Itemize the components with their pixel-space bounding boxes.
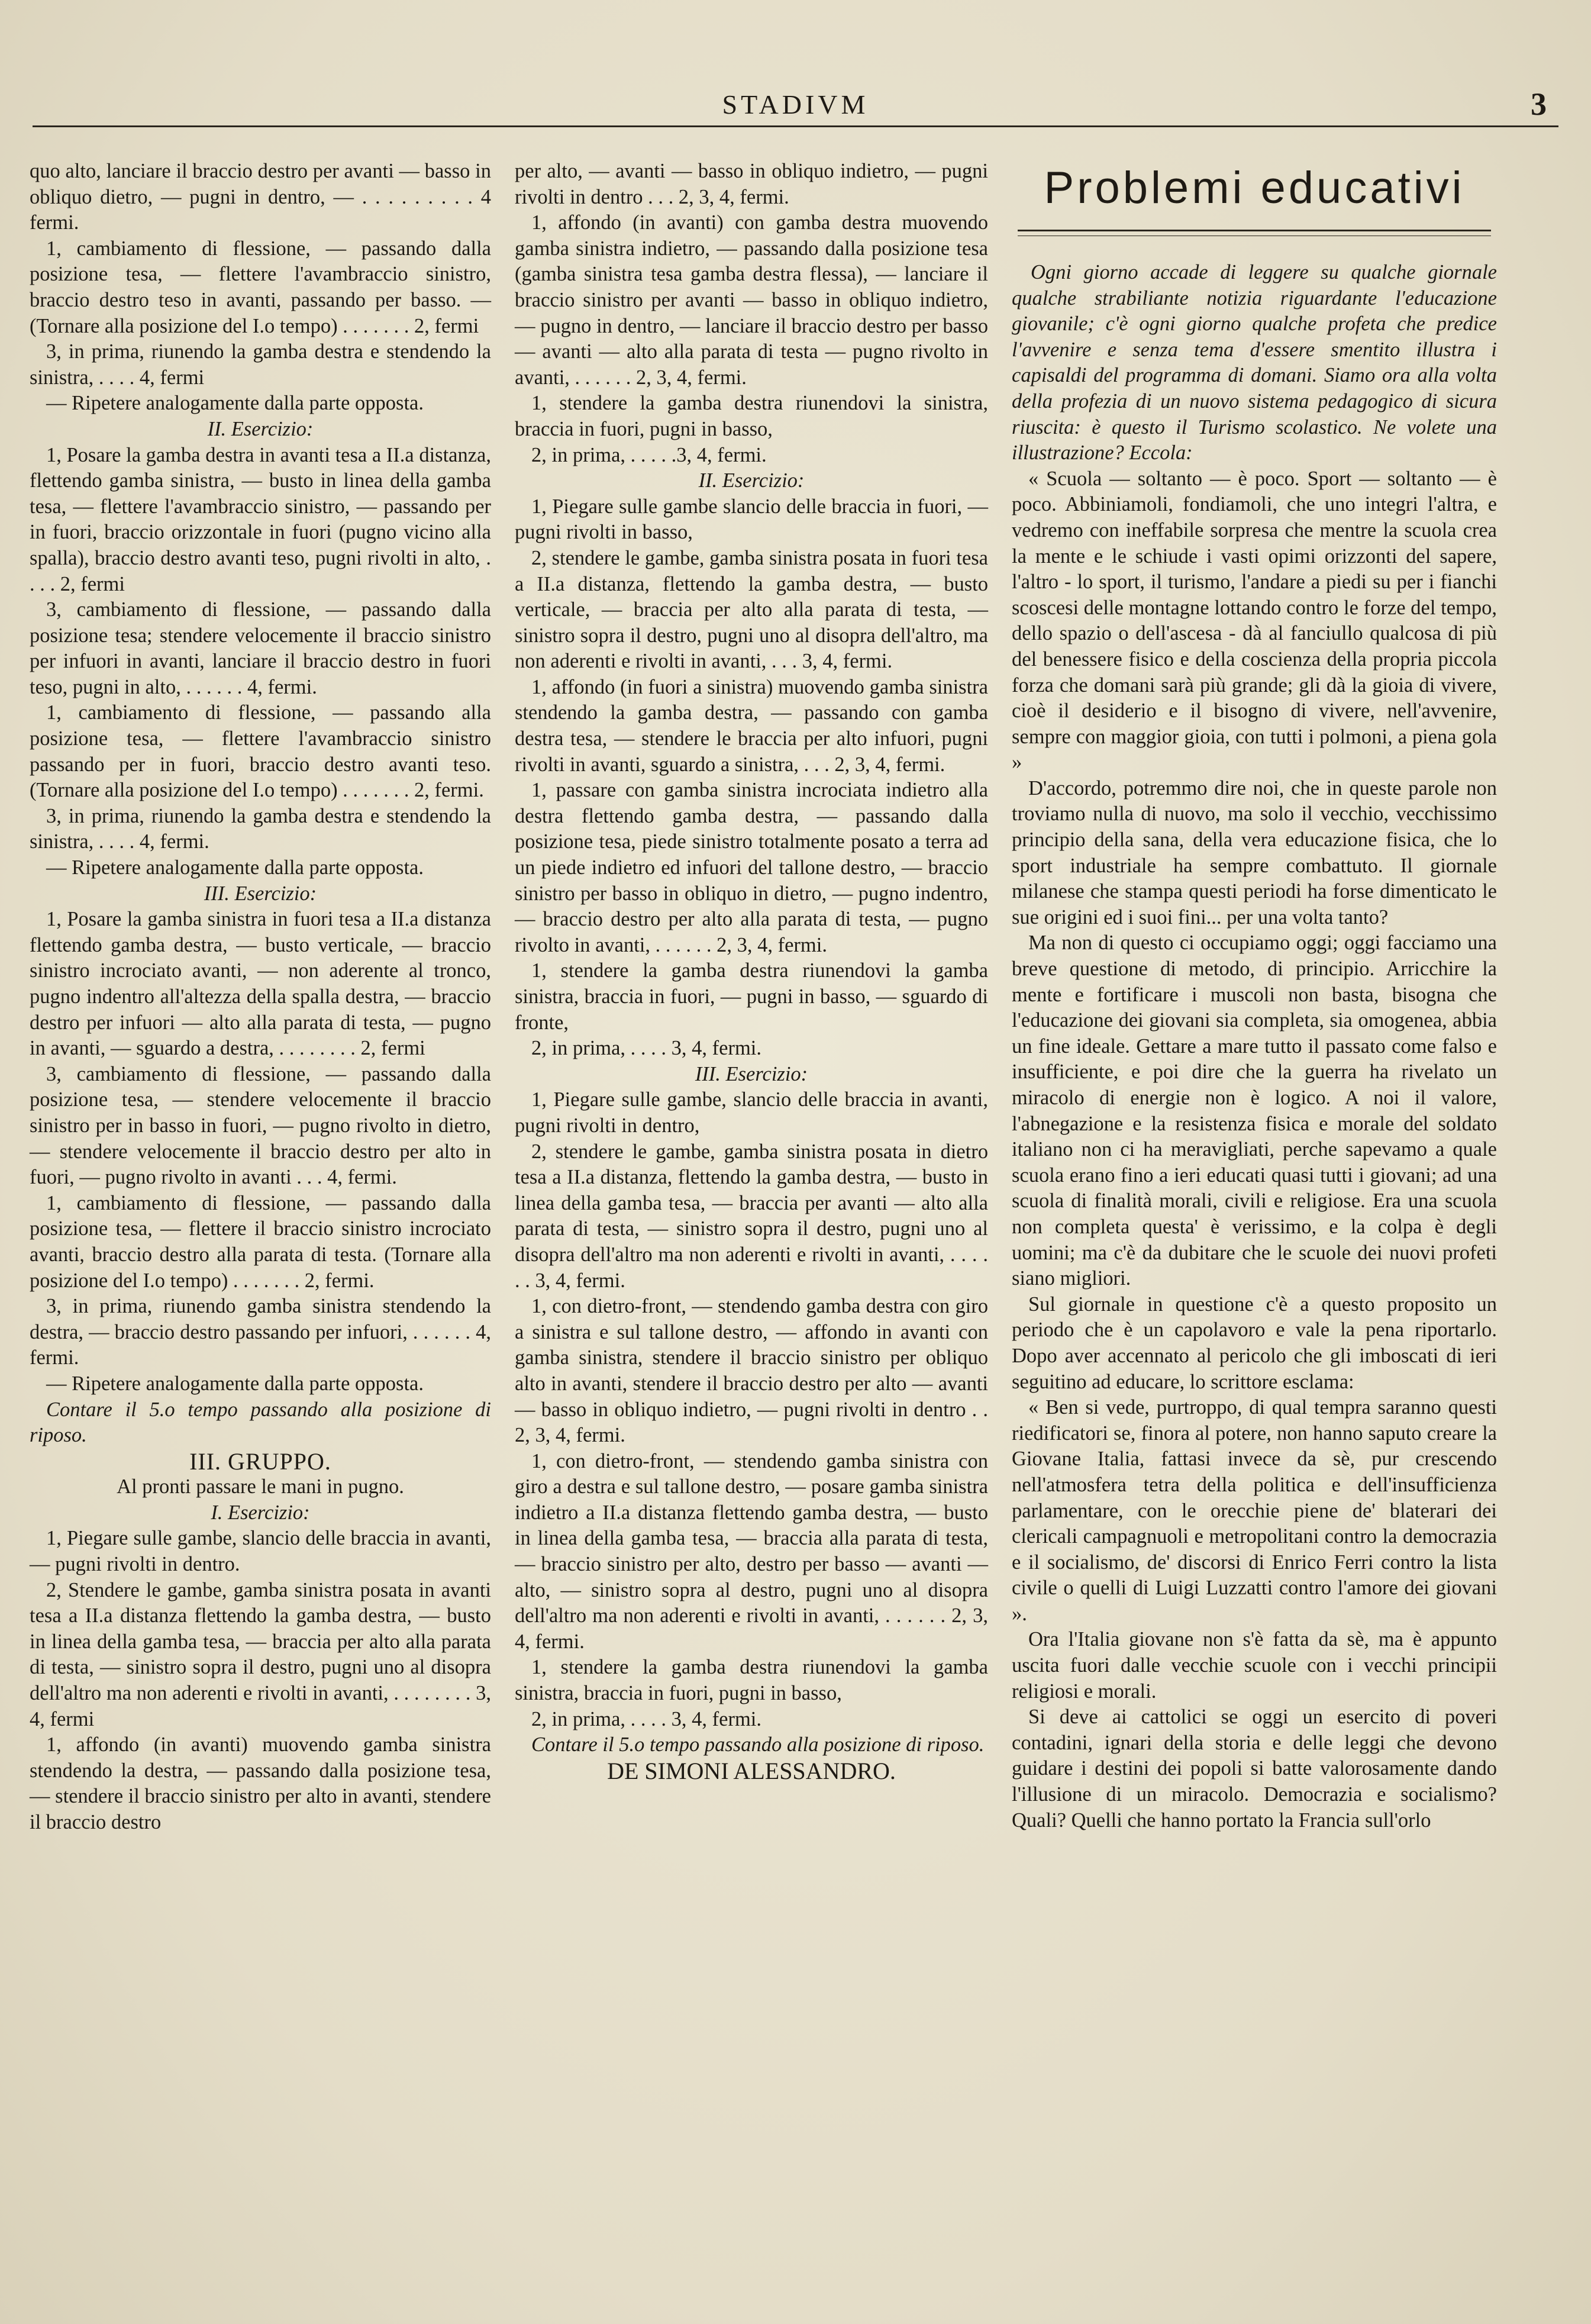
paragraph: Ogni giorno accade di leggere su qualche giornale qualche strabiliante notizia riguardante l'educazione giovanile; c'è ogni giorno qualche profeta che predice l'avvenire e senza tema d'essere smentito illustra i capisaldi del programma di domani. Siamo ora alla volta della profezia di un nuovo sistema pedagogico di sicura riuscita: è questo il Turismo scolastico. Ne volete una illustrazione? Eccola: bbox=[1012, 261, 1497, 465]
paragraph: I. Esercizio: bbox=[211, 1501, 310, 1524]
paragraph: 1, con dietro-front, — stendendo gamba sinistra con giro a destra e sul tallone destro, — posare gamba sinistra indietro a II.a distanza flettendo gamba destra, — busto in linea della gamba tesa, — braccia alla parata di testa, — braccio sinistro per alto, destro per basso — avanti — alto, — sinistro sopra al destro, pugni uno al disopra dell'altro ma non aderenti e rivolti in avanti, . . . . . . 2, 3, 4, fermi. bbox=[515, 1449, 988, 1653]
paragraph: 3, in prima, riunendo gamba sinistra stendendo la destra, — braccio destro passando per infuori, . . . . . . 4, fermi. bbox=[30, 1295, 491, 1369]
paragraph: Al pronti passare le mani in pugno. bbox=[117, 1475, 404, 1498]
header-rule bbox=[33, 125, 1558, 127]
paragraph: Contare il 5.o tempo passando alla posizione di riposo. bbox=[531, 1733, 985, 1756]
paragraph: 2, Stendere le gambe, gamba sinistra posata in avanti tesa a II.a distanza flettendo la gamba destra, — busto in linea della gamba tesa, — braccia per alto alla parata di testa, — sinistro sopra il destro, pugni uno al disopra dell'altro ma non aderenti e rivolti in avanti, . . . . . . . . 3, 4, fermi bbox=[30, 1578, 491, 1730]
paragraph: 2, in prima, . . . . 3, 4, fermi. bbox=[531, 1707, 762, 1730]
paragraph: quo alto, lanciare il braccio destro per avanti — basso in obliquo dietro, — pugni in dentro, — . . . . . . . . . 4 fermi. bbox=[30, 160, 491, 234]
paragraph: 1, Posare la gamba destra in avanti tesa a II.a distanza, flettendo gamba sinistra, — busto in linea della gamba tesa, — flettere l'avambraccio sinistro, — passando per in fuori, braccio orizzontale in fuori (pugno vicino alla spalla), braccio destro avanti teso, pugni rivolti in alto, . . . . 2, fermi bbox=[30, 443, 491, 595]
paragraph: 1, Piegare sulle gambe, slancio delle braccia in avanti, pugni rivolti in dentro, bbox=[515, 1088, 988, 1137]
paragraph: — Ripetere analogamente dalla parte opposta. bbox=[46, 1372, 424, 1395]
paragraph: 2, stendere le gambe, gamba sinistra posata in dietro tesa a II.a distanza, flettendo la gamba destra, — busto in linea della gamba tesa, — braccia per avanti — alto alla parata di testa, — sinistro sopra il destro, pugni uno al disopra dell'altro ma non aderenti e rivolti in avanti, . . . . . . 3, 4, fermi. bbox=[515, 1140, 988, 1292]
paragraph: 1, Piegare sulle gambe slancio delle braccia in fuori, — pugni rivolti in basso, bbox=[515, 495, 988, 544]
paragraph: 1, cambiamento di flessione, — passando alla posizione tesa, — flettere l'avambraccio sinistro passando per in fuori, braccio destro avanti teso. (Tornare alla posizione del I.o tempo) . . . . . . . 2, fermi. bbox=[30, 701, 491, 802]
paragraph: 3, in prima, riunendo la gamba destra e stendendo la sinistra, . . . . 4, fermi. bbox=[30, 804, 491, 853]
paragraph: — Ripetere analogamente dalla parte opposta. bbox=[46, 856, 424, 879]
paragraph: 1, stendere la gamba destra riunendovi la gamba sinistra, braccia in fuori, — pugni in basso, — sguardo di fronte, bbox=[515, 959, 988, 1034]
article-body bbox=[1012, 260, 1497, 1833]
paragraph: 1, stendere la gamba destra riunendovi la sinistra, braccia in fuori, pugni in basso, bbox=[515, 392, 988, 440]
paragraph: 1, passare con gamba sinistra incrociata indietro alla destra flettendo gamba destra, — passando dalla posizione tesa, piede sinistro totalmente posato a terra ad un piede indietro ed infuori del tallone destro, — braccio sinistro per basso in obliquo in dietro, — pugno indentro, — braccio destro per alto alla parata di testa, — pugno rivolto in avanti, . . . . . . 2, 3, 4, fermi. bbox=[515, 779, 988, 956]
paragraph: D'accordo, potremmo dire noi, che in queste parole non troviamo nulla di nuovo, ma solo il vecchio, vecchissimo principio della sana, della vera educazione fisica, che lo sport industriale ha sempre combattuto. Il giornale milanese che stampa questi periodi ha forse dimenticato le sue origini ed i suoi fini... per una volta tanto? bbox=[1012, 776, 1497, 929]
title-rule bbox=[1018, 230, 1491, 236]
page-header bbox=[33, 83, 1558, 124]
paragraph: III. Esercizio: bbox=[695, 1062, 808, 1085]
paragraph: 3, in prima, riunendo la gamba destra e stendendo la sinistra, . . . . 4, fermi bbox=[30, 340, 491, 389]
paragraph: 1, stendere la gamba destra riunendovi la gamba sinistra, braccia in fuori, pugni in basso, bbox=[515, 1656, 988, 1705]
paragraph: DE SIMONI ALESSANDRO. bbox=[607, 1757, 896, 1784]
paragraph: « Ben si vede, purtroppo, di qual tempra saranno questi riedificatori se, finora al potere, non hanno saputo creare la Giovane Italia, fattasi invece da sè, pur crescendo nell'atmosfera tetra della politica e dell'insufficienza parlamentare, con le orecchie piene de' blaterari dei clericali campagnuoli e metropolitani contro la democrazia e il socialismo, de' discorsi di Enrico Ferri contro la lista civile o quelli di Luigi Luzzatti contro l'amore dei giovani ». bbox=[1012, 1396, 1497, 1625]
paragraph: Contare il 5.o tempo passando alla posizione di riposo. bbox=[30, 1398, 491, 1447]
paragraph: 2, in prima, . . . . 3, 4, fermi. bbox=[531, 1037, 762, 1060]
paragraph: 1, cambiamento di flessione, — passando dalla posizione tesa, — flettere l'avambraccio sinistro, braccio destro teso in avanti, passando per basso. — (Tornare alla posizione del I.o tempo) . . . . . . . 2, fermi bbox=[30, 237, 491, 337]
paragraph: 1, Piegare sulle gambe, slancio delle braccia in avanti, — pugni rivolti in dentro. bbox=[30, 1527, 491, 1576]
article-title: Problemi educativi bbox=[1044, 163, 1465, 213]
paragraph: 1, affondo (in avanti) con gamba destra muovendo gamba sinistra indietro, — passando dalla posizione tesa (gamba sinistra tesa gamba destra flessa), — lanciare il braccio sinistro per avanti — basso in obliquo indietro, — pugno in dentro, — lanciare il braccio destro per basso — avanti — alto alla parata di testa — pugno rivolto in avanti, . . . . . . 2, 3, 4, fermi. bbox=[515, 211, 988, 389]
paragraph: Ora l'Italia giovane non s'è fatta da sè, ma è appunto uscita fuori dalle vecchie scuole con i vecchi principii religiosi e morali. bbox=[1012, 1628, 1497, 1703]
paragraph: 3, cambiamento di flessione, — passando dalla posizione tesa, — stendere velocemente il braccio sinistro per in basso in fuori, — pugno rivolto in dietro, — stendere velocemente il braccio destro per alto in fuori, — pugno rivolto in avanti . . . 4, fermi. bbox=[30, 1062, 491, 1189]
paragraph: Ma non di questo ci occupiamo oggi; oggi facciamo una breve questione di metodo, di principio. Arricchire la mente e fortificare i muscoli non basta, bisogna che l'educazione dei giovani sia completa, sia omogenea, abbia un fine ideale. Gettare a mare tutto il passato come falso e insufficiente, e poi dire che la guerra ha rivelato un miracolo di energie non è logico. A noi il valore, l'abnegazione e la resistenza fisica e morale del soldato italiano non ci ha meravigliati, perche sapevamo a quale scuola erano fino a ieri educati quasi tutti i giovani; ad una scuola di finalità morali, civili e religiose. Era una scuola non completa questa' è verissimo, e la colpa è degli uomini; ma c'è da dubitare che le scuole dei nuovi profeti siano migliori. bbox=[1012, 931, 1497, 1290]
column-1-exercises bbox=[30, 159, 491, 1836]
paragraph: III. Esercizio: bbox=[204, 882, 317, 905]
newspaper-title: STADIVM bbox=[722, 89, 869, 120]
paragraph: 1, affondo (in avanti) muovendo gamba sinistra stendendo la destra, — passando dalla posizione tesa, — stendere il braccio sinistro per alto in avanti, stendere il braccio destro bbox=[30, 1733, 491, 1833]
paragraph: 2, in prima, . . . . .3, 4, fermi. bbox=[531, 443, 767, 466]
paragraph: per alto, — avanti — basso in obliquo indietro, — pugni rivolti in dentro . . . 2, 3, 4, fermi. bbox=[515, 160, 988, 208]
paragraph: III. GRUPPO. bbox=[189, 1448, 331, 1475]
paragraph: 1, cambiamento di flessione, — passando dalla posizione tesa, — flettere il braccio sinistro incrociato avanti, braccio destro alla parata di testa. (Tornare alla posizione del I.o tempo) . . . . . . . 2, fermi. bbox=[30, 1191, 491, 1292]
paragraph: Sul giornale in questione c'è a questo proposito un periodo che è un capolavoro e vale la pena riportarlo. Dopo aver accennato al pericolo che gli imboscati di ieri seguitino ad educare, lo scrittore esclama: bbox=[1012, 1292, 1497, 1393]
column-3-article bbox=[1012, 159, 1497, 1833]
paragraph: 1, Posare la gamba sinistra in fuori tesa a II.a distanza flettendo gamba destra, — busto verticale, — braccio sinistro incrociato avanti, — non aderente al tronco, pugno indentro all'altezza della spalla destra, — braccio destro per infuori — alto alla parata di testa, — pugno in avanti, — sguardo a destra, . . . . . . . . 2, fermi bbox=[30, 908, 491, 1060]
paragraph: 1, affondo (in fuori a sinistra) muovendo gamba sinistra stendendo la gamba destra, — passando con gamba destra tesa, — stendere le braccia per alto infuori, pugni rivolti in avanti, sguardo a sinistra, . . . 2, 3, 4, fermi. bbox=[515, 675, 988, 776]
paragraph: « Scuola — soltanto — è poco. Sport — soltanto — è poco. Abbiniamoli, fondiamoli, che uno integri l'altra, e vedremo con ineffabile sorpresa che mentre la scuola crea la mente e le schiude i vasti opimi orizzonti del sapere, l'altro - lo sport, il turismo, l'andare a piedi su per i fianchi scoscesi delle montagne lottando contro le forze del tempo, dello spazio o dell'ascesa - dà al fanciullo qualcosa di più del benessere fisico e della coscienza della propria piccola forza che domani sarà più grande; gli dà la gioia di vivere, cioè il desiderio e il bisogno di vivere, nell'avvenire, sempre con maggior gioia, con tutti i polmoni, a piena gola » bbox=[1012, 467, 1497, 774]
paragraph: II. Esercizio: bbox=[698, 469, 805, 492]
column-2-exercises bbox=[515, 159, 988, 1784]
paragraph: 2, stendere le gambe, gamba sinistra posata in fuori tesa a II.a distanza, flettendo la gamba destra, — busto verticale, — braccia per alto alla parata di testa, — sinistro sopra il destro, pugni uno al disopra dell'altro, ma non aderenti e rivolti in avanti, . . . 3, 4, fermi. bbox=[515, 546, 988, 673]
paragraph: — Ripetere analogamente dalla parte opposta. bbox=[46, 392, 424, 415]
page-number: 3 bbox=[1531, 86, 1547, 122]
paragraph: 3, cambiamento di flessione, — passando dalla posizione tesa; stendere velocemente il braccio sinistro per infuori in avanti, lanciare il braccio destro in fuori teso, pugni in alto, . . . . . . 4, fermi. bbox=[30, 598, 491, 698]
paragraph: 1, con dietro-front, — stendendo gamba destra con giro a sinistra e sul tallone destro, — affondo in avanti con gamba sinistra, stendere il braccio sinistro per obliquo alto in avanti, stendere il braccio destro per alto — avanti — basso in obliquo indietro, — pugni rivolti in dentro . . 2, 3, 4, fermi. bbox=[515, 1295, 988, 1447]
paragraph: Si deve ai cattolici se oggi un esercito di poveri contadini, ignari della storia e delle leggi che devono guidare i destini dei popoli si batte valorosamente dando l'illusione di un miracolo. Democrazia e socialismo? Quali? Quelli che hanno portato la Francia sull'orlo bbox=[1012, 1706, 1497, 1832]
paragraph: II. Esercizio: bbox=[207, 417, 314, 440]
